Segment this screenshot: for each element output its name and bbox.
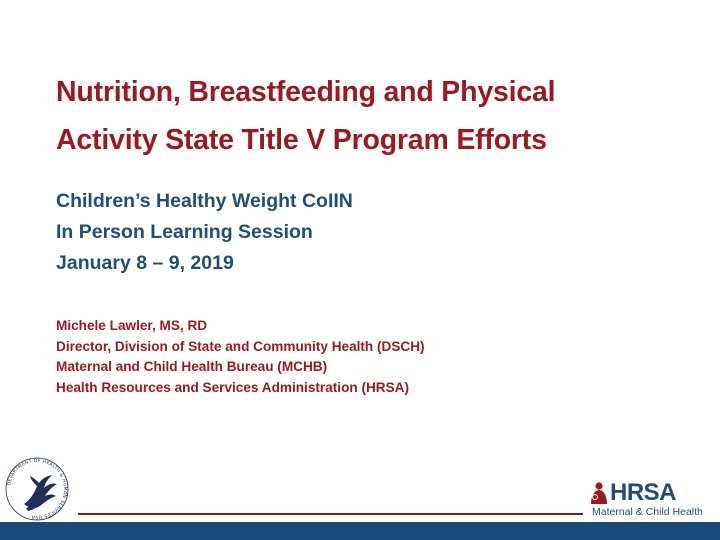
subtitle-line-session: In Person Learning Session [56,221,313,243]
presenter-bureau: Maternal and Child Health Bureau (MCHB) [56,359,328,374]
presenter-block [56,316,676,398]
slide-title-line-1: Nutrition, Breastfeeding and Physical [56,76,556,108]
hhs-seal-logo [4,456,70,522]
presenter-agency: Health Resources and Services Administration (HRSA) [56,379,410,395]
hrsa-wordmark: HRSA [610,479,677,506]
footer-bar [0,522,720,540]
slide-subtitle [56,186,656,279]
footer-divider-line [78,513,583,515]
subtitle-line-coiin: Children’s Healthy Weight CoIIN [56,190,353,212]
hrsa-subtitle: Maternal & Child Health [592,506,703,518]
svg-text:DEPARTMENT OF HEALTH & HUMAN S: DEPARTMENT OF HEALTH & HUMAN SERVICES USA [7,458,68,520]
hrsa-figure-icon [588,481,610,505]
hrsa-logo [588,481,714,521]
slide-title-line-2: Activity State Title V Program Efforts [56,124,547,156]
presenter-name: Michele Lawler, MS, RD [56,318,208,333]
subtitle-line-date: January 8 – 9, 2019 [56,252,234,274]
slide-title [56,68,656,164]
presenter-title-division: Director, Division of State and Community Health (DSCH) [56,338,425,354]
